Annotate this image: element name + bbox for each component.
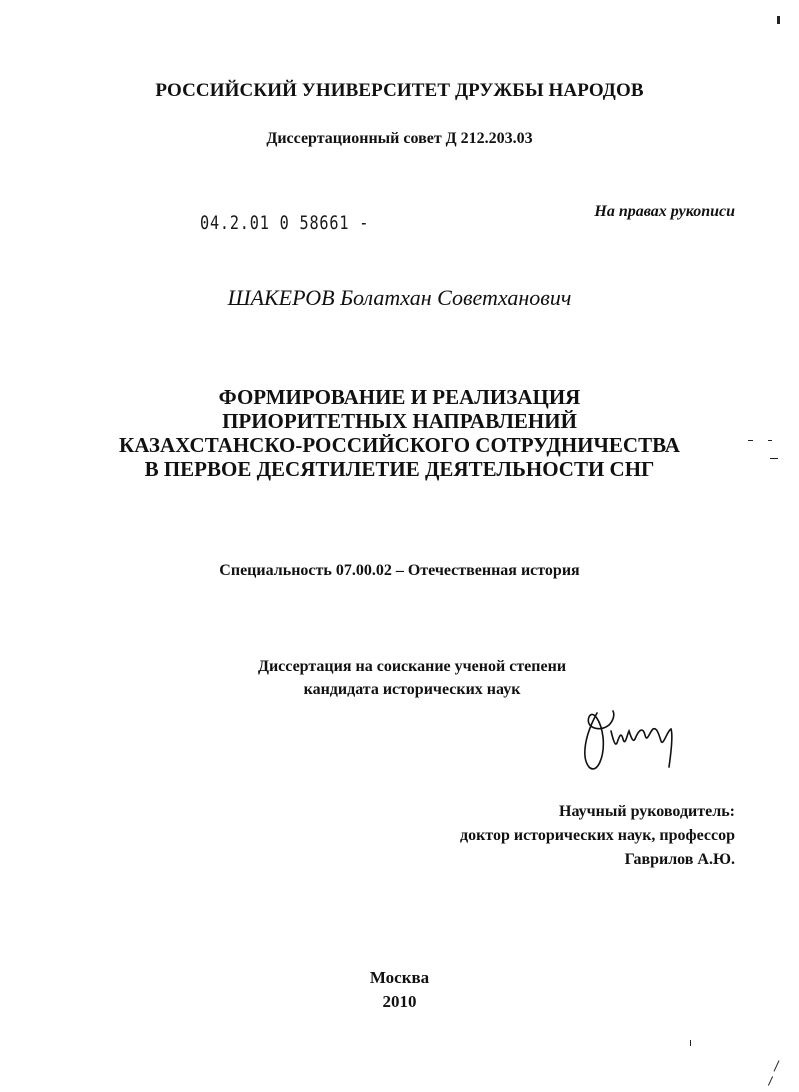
stamp-number: 04.2.01 0 58661 - [200, 212, 370, 234]
year: 2010 [382, 992, 417, 1011]
scan-mark [768, 1076, 773, 1085]
handwritten-signature-icon [575, 695, 695, 785]
degree-line: кандидата исторических наук [303, 681, 521, 698]
scan-mark [690, 1040, 691, 1046]
place-and-year [0, 966, 799, 1014]
author-name: ШАКЕРОВ Болатхан Советханович [227, 285, 572, 310]
supervisor-block [460, 800, 735, 872]
degree-line: Диссертация на соискание ученой степени [257, 658, 567, 675]
scan-mark [774, 1060, 780, 1071]
supervisor-label: Научный руководитель: [559, 803, 735, 820]
scan-mark [770, 458, 778, 459]
city: Москва [369, 968, 430, 987]
university-name: РОССИЙСКИЙ УНИВЕРСИТЕТ ДРУЖБЫ НАРОДОВ [155, 80, 644, 101]
title-line: ПРИОРИТЕТНЫХ НАПРАВЛЕНИЙ [222, 409, 577, 433]
supervisor-name: Гаврилов А.Ю. [624, 851, 735, 868]
degree-statement [202, 655, 622, 701]
dissertation-council: Диссертационный совет Д 212.203.03 [266, 130, 533, 147]
manuscript-note: На правах рукописи [594, 203, 735, 220]
scan-mark [748, 440, 753, 441]
scan-mark [777, 16, 780, 24]
specialty: Специальность 07.00.02 – Отечественная история [219, 562, 580, 579]
scan-mark [768, 440, 772, 441]
title-line: КАЗАХСТАНСКО-РОССИЙСКОГО СОТРУДНИЧЕСТВА [119, 433, 680, 457]
dissertation-title [0, 385, 799, 481]
title-line: В ПЕРВОЕ ДЕСЯТИЛЕТИЕ ДЕЯТЕЛЬНОСТИ СНГ [144, 457, 655, 481]
supervisor-credentials: доктор исторических наук, профессор [459, 827, 735, 844]
title-line: ФОРМИРОВАНИЕ И РЕАЛИЗАЦИЯ [218, 385, 581, 409]
